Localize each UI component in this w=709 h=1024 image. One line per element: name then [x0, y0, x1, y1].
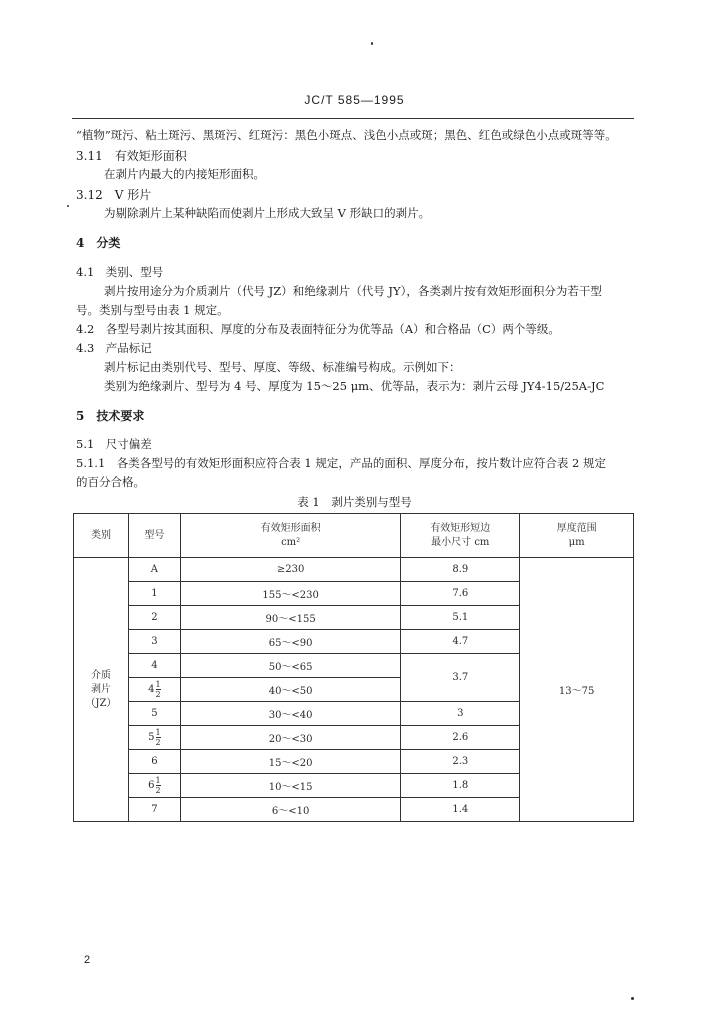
text-3-12-definition: 为剔除剥片上某种缺陷而使剥片上形成大致呈 V 形缺口的剥片。	[104, 206, 431, 220]
model-cell: 4 $\frac{1}{2}$	[128, 678, 180, 702]
text-3-11-definition: 在剥片内最大的内接矩形面积。	[104, 167, 265, 181]
text-5-1-1-line-1: 5.1.1 各类各型号的有效矩形面积应符合表 1 规定，产品的面积、厚度分布，按片数计应符合表 2 规定	[76, 456, 607, 470]
model-cell: A	[128, 558, 180, 582]
table-header-row	[74, 514, 634, 558]
heading-3-12: 3.12 V 形片	[76, 188, 152, 202]
area-cell: 90～<155	[180, 606, 401, 630]
side-cell: 8.9	[401, 558, 520, 582]
area-cell: 6～<10	[180, 798, 401, 822]
model-cell: 4	[128, 654, 180, 678]
header-min-side: 有效矩形短边 最小尺寸 cm	[401, 514, 520, 558]
header-model: 型号	[128, 514, 180, 558]
model-cell: 6 $\frac{1}{2}$	[128, 774, 180, 798]
side-cell: 7.6	[401, 582, 520, 606]
heading-5-technical: 5 技术要求	[76, 409, 145, 423]
area-cell: 50～<65	[180, 654, 401, 678]
scan-speck	[67, 205, 69, 207]
area-cell: 40～<50	[180, 678, 401, 702]
area-cell: 30～<40	[180, 702, 401, 726]
category-cell: 介质 剥片 （JZ）	[74, 558, 129, 822]
model-cell: 2	[128, 606, 180, 630]
side-cell: 2.6	[401, 726, 520, 750]
header-category: 类别	[74, 514, 129, 558]
area-cell: 65～<90	[180, 630, 401, 654]
area-cell: 20～<30	[180, 726, 401, 750]
text-4-1-line-2: 号。类别与型号由表 1 规定。	[76, 303, 229, 317]
side-cell: 5.1	[401, 606, 520, 630]
area-cell: 15～<20	[180, 750, 401, 774]
fraction-half: $\frac{1}{2}$	[155, 680, 161, 699]
model-cell: 3	[128, 630, 180, 654]
header-area: 有效矩形面积 cm²	[180, 514, 401, 558]
text-4-3-line-1: 剥片标记由类别代号、型号、厚度、等级、标准编号构成。示例如下：	[104, 360, 461, 374]
side-cell: 1.8	[401, 774, 520, 798]
scan-speck	[631, 997, 634, 1000]
side-cell: 3	[401, 702, 520, 726]
text-line-stains: “植物”斑污、粘土斑污、黑斑污、红斑污：黑色小斑点、浅色小点或斑；黑色、红色或绿色小点或斑等等。	[76, 128, 617, 142]
heading-5-1: 5.1 尺寸偏差	[76, 437, 152, 451]
model-cell: 7	[128, 798, 180, 822]
model-cell: 5	[128, 702, 180, 726]
heading-3-11: 3.11 有效矩形面积	[76, 149, 187, 163]
side-cell: 4.7	[401, 630, 520, 654]
heading-4-classification: 4 分类	[76, 236, 121, 250]
area-cell: 10～<15	[180, 774, 401, 798]
scan-speck	[371, 42, 373, 45]
page-number: 2	[84, 954, 91, 966]
model-cell: 5 $\frac{1}{2}$	[128, 726, 180, 750]
spec-table	[73, 513, 634, 822]
header-rule	[72, 118, 634, 119]
fraction-half: $\frac{1}{2}$	[155, 776, 161, 795]
model-cell: 1	[128, 582, 180, 606]
heading-4-3: 4.3 产品标记	[76, 341, 152, 355]
text-5-1-1-line-2: 的百分合格。	[76, 475, 145, 489]
header-thickness: 厚度范围 μm	[520, 514, 634, 558]
side-cell: 2.3	[401, 750, 520, 774]
side-cell: 1.4	[401, 798, 520, 822]
text-4-2: 4.2 各型号剥片按其面积、厚度的分布及表面特征分为优等品（A）和合格品（C）两个等级。	[76, 322, 560, 336]
area-cell: 155～<230	[180, 582, 401, 606]
area-cell: ≥230	[180, 558, 401, 582]
document-header: JC/T 585—1995	[304, 93, 405, 107]
table-caption: 表 1 剥片类别与型号	[297, 495, 412, 509]
table-row	[74, 558, 634, 582]
text-4-1-line-1: 剥片按用途分为介质剥片（代号 JZ）和绝缘剥片（代号 JY），各类剥片按有效矩形面积分为若干型	[104, 284, 602, 298]
text-4-3-example: 类别为绝缘剥片、型号为 4 号、厚度为 15～25 μm、优等品，表示为：剥片云母 JY4-15/25A-JC	[104, 379, 605, 393]
model-cell: 6	[128, 750, 180, 774]
heading-4-1: 4.1 类别、型号	[76, 265, 164, 279]
fraction-half: $\frac{1}{2}$	[155, 728, 161, 747]
side-cell: 3.7	[401, 654, 520, 702]
thickness-cell: 13～75	[520, 558, 634, 822]
